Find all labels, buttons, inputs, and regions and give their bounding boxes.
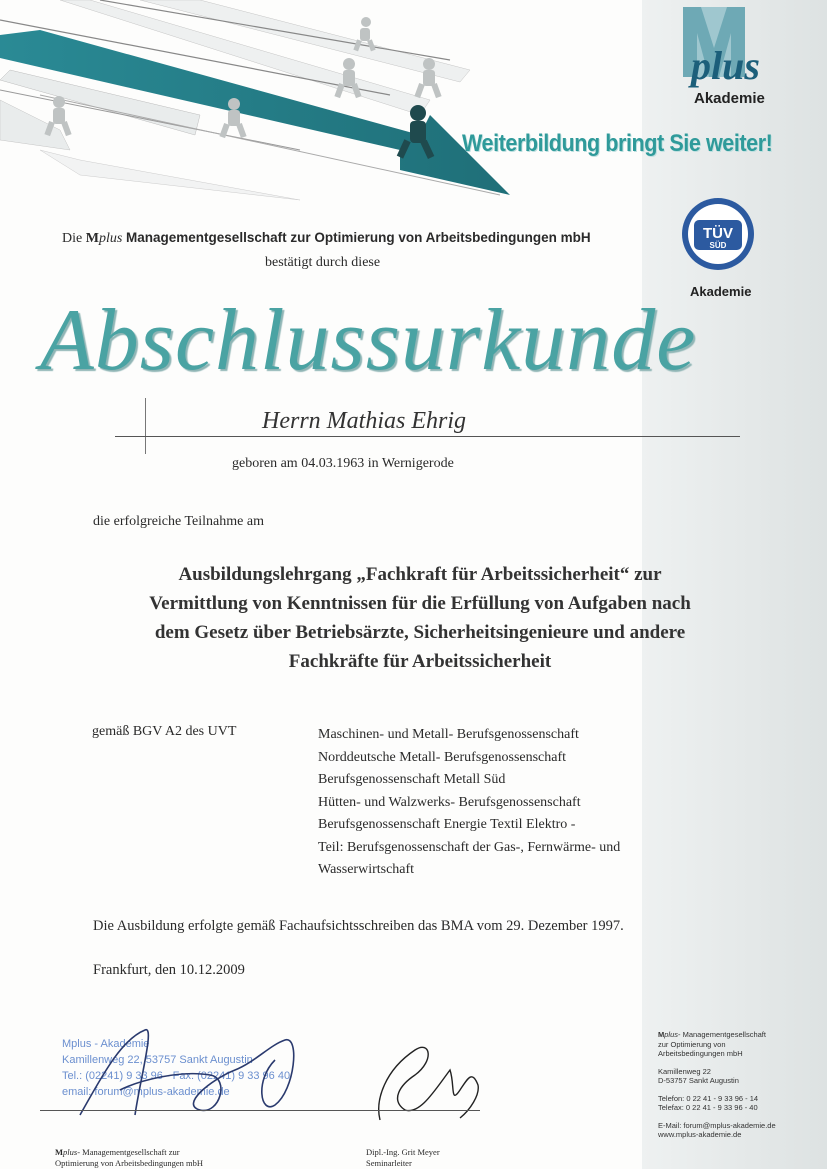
- issuer-name: Managementgesellschaft zur Optimierung von Arbeitsbedingungen mbH: [122, 230, 591, 245]
- contact-email: E-Mail: forum@mplus-akademie.de: [658, 1120, 776, 1130]
- stamp-line: email: forum@mplus-akademie.de: [62, 1086, 230, 1098]
- issuer-plus: plus: [98, 231, 123, 246]
- stamp-line: Kamillenweg 22, 53757 Sankt Augustin: [62, 1054, 253, 1066]
- contact-street: Kamillenweg 22: [658, 1066, 711, 1076]
- organization-item: Berufsgenossenschaft Energie Textil Elektro -: [318, 817, 576, 832]
- footer-left-m: M: [55, 1147, 64, 1157]
- signer-role: Seminarleiter: [366, 1158, 412, 1168]
- organization-item: Norddeutsche Metall- Berufsgenossenschaft: [318, 749, 567, 765]
- name-underline: [115, 436, 740, 437]
- contact-company-line2: zur Optimierung von: [658, 1039, 726, 1049]
- course-line: Ausbildungslehrgang „Fachkraft für Arbeitssicherheit“ zur: [178, 564, 662, 585]
- footer-left-line1: [55, 1147, 203, 1158]
- mplus-logo: [653, 3, 778, 93]
- contact-web: www.mplus-akademie.de: [658, 1130, 742, 1139]
- footer-left-plus: plus: [63, 1147, 78, 1157]
- training-note: Die Ausbildung erfolgte gemäß Fachaufsichtsschreiben das BMA vom 29. Dezember 1997.: [93, 918, 624, 934]
- certificate-title: Abschlussurkunde: [40, 292, 697, 389]
- tuv-sud-badge: [677, 196, 767, 276]
- contact-city: D-53757 Sankt Augustin: [658, 1076, 739, 1085]
- organization-item: Teil: Berufsgenossenschaft der Gas-, Fernwärme- und: [318, 839, 621, 855]
- tuv-academy-label: Akademie: [690, 284, 752, 299]
- regulation-text: gemäß BGV A2 des UVT: [92, 724, 237, 739]
- course-line: Vermittlung von Kenntnissen für die Erfüllung von Aufgaben nach: [149, 593, 691, 614]
- place-date: Frankfurt, den 10.12.2009: [93, 962, 245, 978]
- contact-fax: Telefax: 0 22 41 - 9 33 96 - 40: [658, 1103, 758, 1112]
- contact-phone: Telefon: 0 22 41 - 9 33 96 - 14: [658, 1093, 759, 1103]
- slogan: Weiterbildung bringt Sie weiter!: [462, 130, 773, 157]
- signature-right: [360, 1030, 490, 1130]
- organization-item: Wasserwirtschaft: [318, 862, 415, 877]
- organizations-list: [318, 724, 620, 882]
- footer-left-line2: Optimierung von Arbeitsbedingungen mbH: [55, 1158, 204, 1168]
- contact-gap: [658, 1113, 776, 1121]
- course-description: [80, 560, 760, 676]
- footer-left-rest: - Managementgesellschaft zur: [77, 1147, 180, 1157]
- signer-name: Dipl.-Ing. Grit Meyer: [366, 1147, 440, 1157]
- issuer-m: M: [85, 231, 99, 246]
- signature-left: [60, 1020, 320, 1130]
- tuv-sub-text: SÜD: [709, 241, 727, 250]
- stamp-line: Tel.: (02241) 9 33 96 - Fax: (02241) 9 33 96 40: [62, 1070, 291, 1082]
- recipient-name: Herrn Mathias Ehrig: [262, 408, 466, 434]
- course-line: Fachkräfte für Arbeitssicherheit: [288, 651, 552, 672]
- stamp-line: Mplus - Akademie: [62, 1038, 150, 1050]
- runners-illustration: [0, 0, 640, 215]
- contact-company-rest: - Managementgesellschaft: [678, 1030, 766, 1039]
- footer-left: [55, 1147, 203, 1169]
- organization-item: Hütten- und Walzwerks- Berufsgenossenschaft: [318, 794, 581, 810]
- lane-line-2: [100, 0, 450, 60]
- signature-line: [40, 1110, 480, 1111]
- contact-block: [658, 1030, 776, 1140]
- contact-gap: [658, 1059, 776, 1067]
- logo-plus-text: plus: [691, 43, 760, 88]
- contact-m: M: [658, 1030, 665, 1039]
- signature-left-stroke: [80, 1030, 294, 1115]
- course-line: dem Gesetz über Betriebsärzte, Sicherheitsingenieure und andere: [154, 622, 686, 643]
- contact-company-line3: Arbeitsbedingungen mbH: [658, 1049, 743, 1058]
- tuv-text: TÜV: [703, 225, 733, 242]
- organization-item: Maschinen- und Metall- Berufsgenossenschaft: [318, 727, 579, 742]
- birth-info: geboren am 04.03.1963 in Wernigerode: [232, 456, 454, 471]
- name-vertical-rule: [145, 398, 146, 454]
- contact-plus: plus: [664, 1030, 679, 1039]
- confirms-text: bestätigt durch diese: [265, 255, 381, 270]
- participation-text: die erfolgreiche Teilnahme am: [93, 514, 264, 529]
- issuer-prefix: Die: [62, 231, 86, 246]
- logo-academy-label: Akademie: [694, 90, 765, 107]
- issuer-line: [62, 230, 591, 247]
- lane-5: [40, 150, 300, 200]
- contact-gap: [658, 1086, 776, 1094]
- contact-company-line1: [658, 1030, 776, 1040]
- organization-item: Berufsgenossenschaft Metall Süd: [318, 772, 506, 787]
- footer-signer: [366, 1147, 440, 1169]
